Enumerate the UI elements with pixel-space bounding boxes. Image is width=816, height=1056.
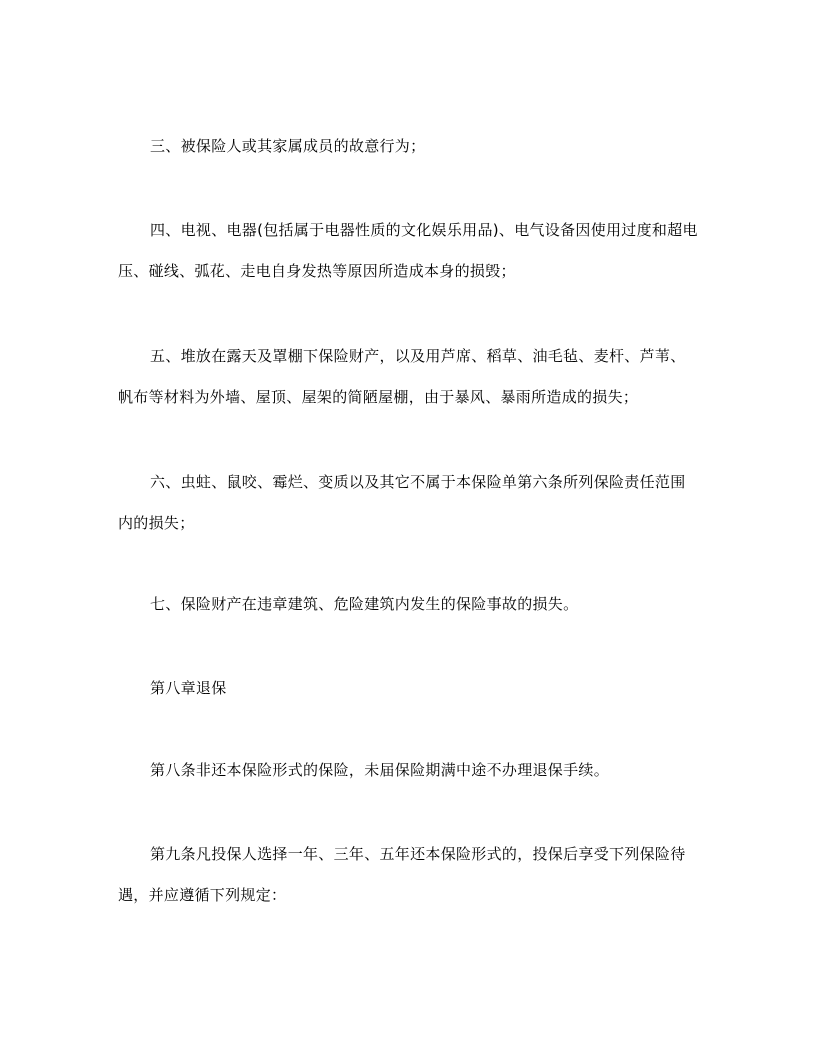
paragraph-exclusion-6: 六、虫蛀、鼠咬、霉烂、变质以及其它不属于本保险单第六条所列保险责任范围内的损失； — [118, 473, 686, 532]
chapter-heading: 第八章退保 — [150, 679, 227, 697]
paragraph-exclusion-4: 四、电视、电器(包括属于电器性质的文化娱乐用品)、电气设备因使用过度和超电压、碰线、弧花、走电自身发热等原因所造成本身的损毁； — [118, 221, 698, 280]
paragraph-article-8: 第八条非还本保险形式的保险，未届保险期满中途不办理退保手续。 — [150, 761, 610, 779]
paragraph-exclusion-7: 七、保险财产在违章建筑、危险建筑内发生的保险事故的损失。 — [150, 595, 579, 613]
paragraph-article-9: 第九条凡投保人选择一年、三年、五年还本保险形式的，投保后享受下列保险待遇，并应遵循下列规定： — [118, 845, 686, 904]
paragraph-exclusion-3: 三、被保险人或其家属成员的故意行为； — [150, 137, 426, 155]
paragraph-exclusion-5: 五、堆放在露天及罩棚下保险财产，以及用芦席、稻草、油毛毡、麦杆、芦苇、帆布等材料为外墙、屋顶、屋架的简陋屋棚，由于暴风、暴雨所造成的损失； — [118, 347, 686, 406]
